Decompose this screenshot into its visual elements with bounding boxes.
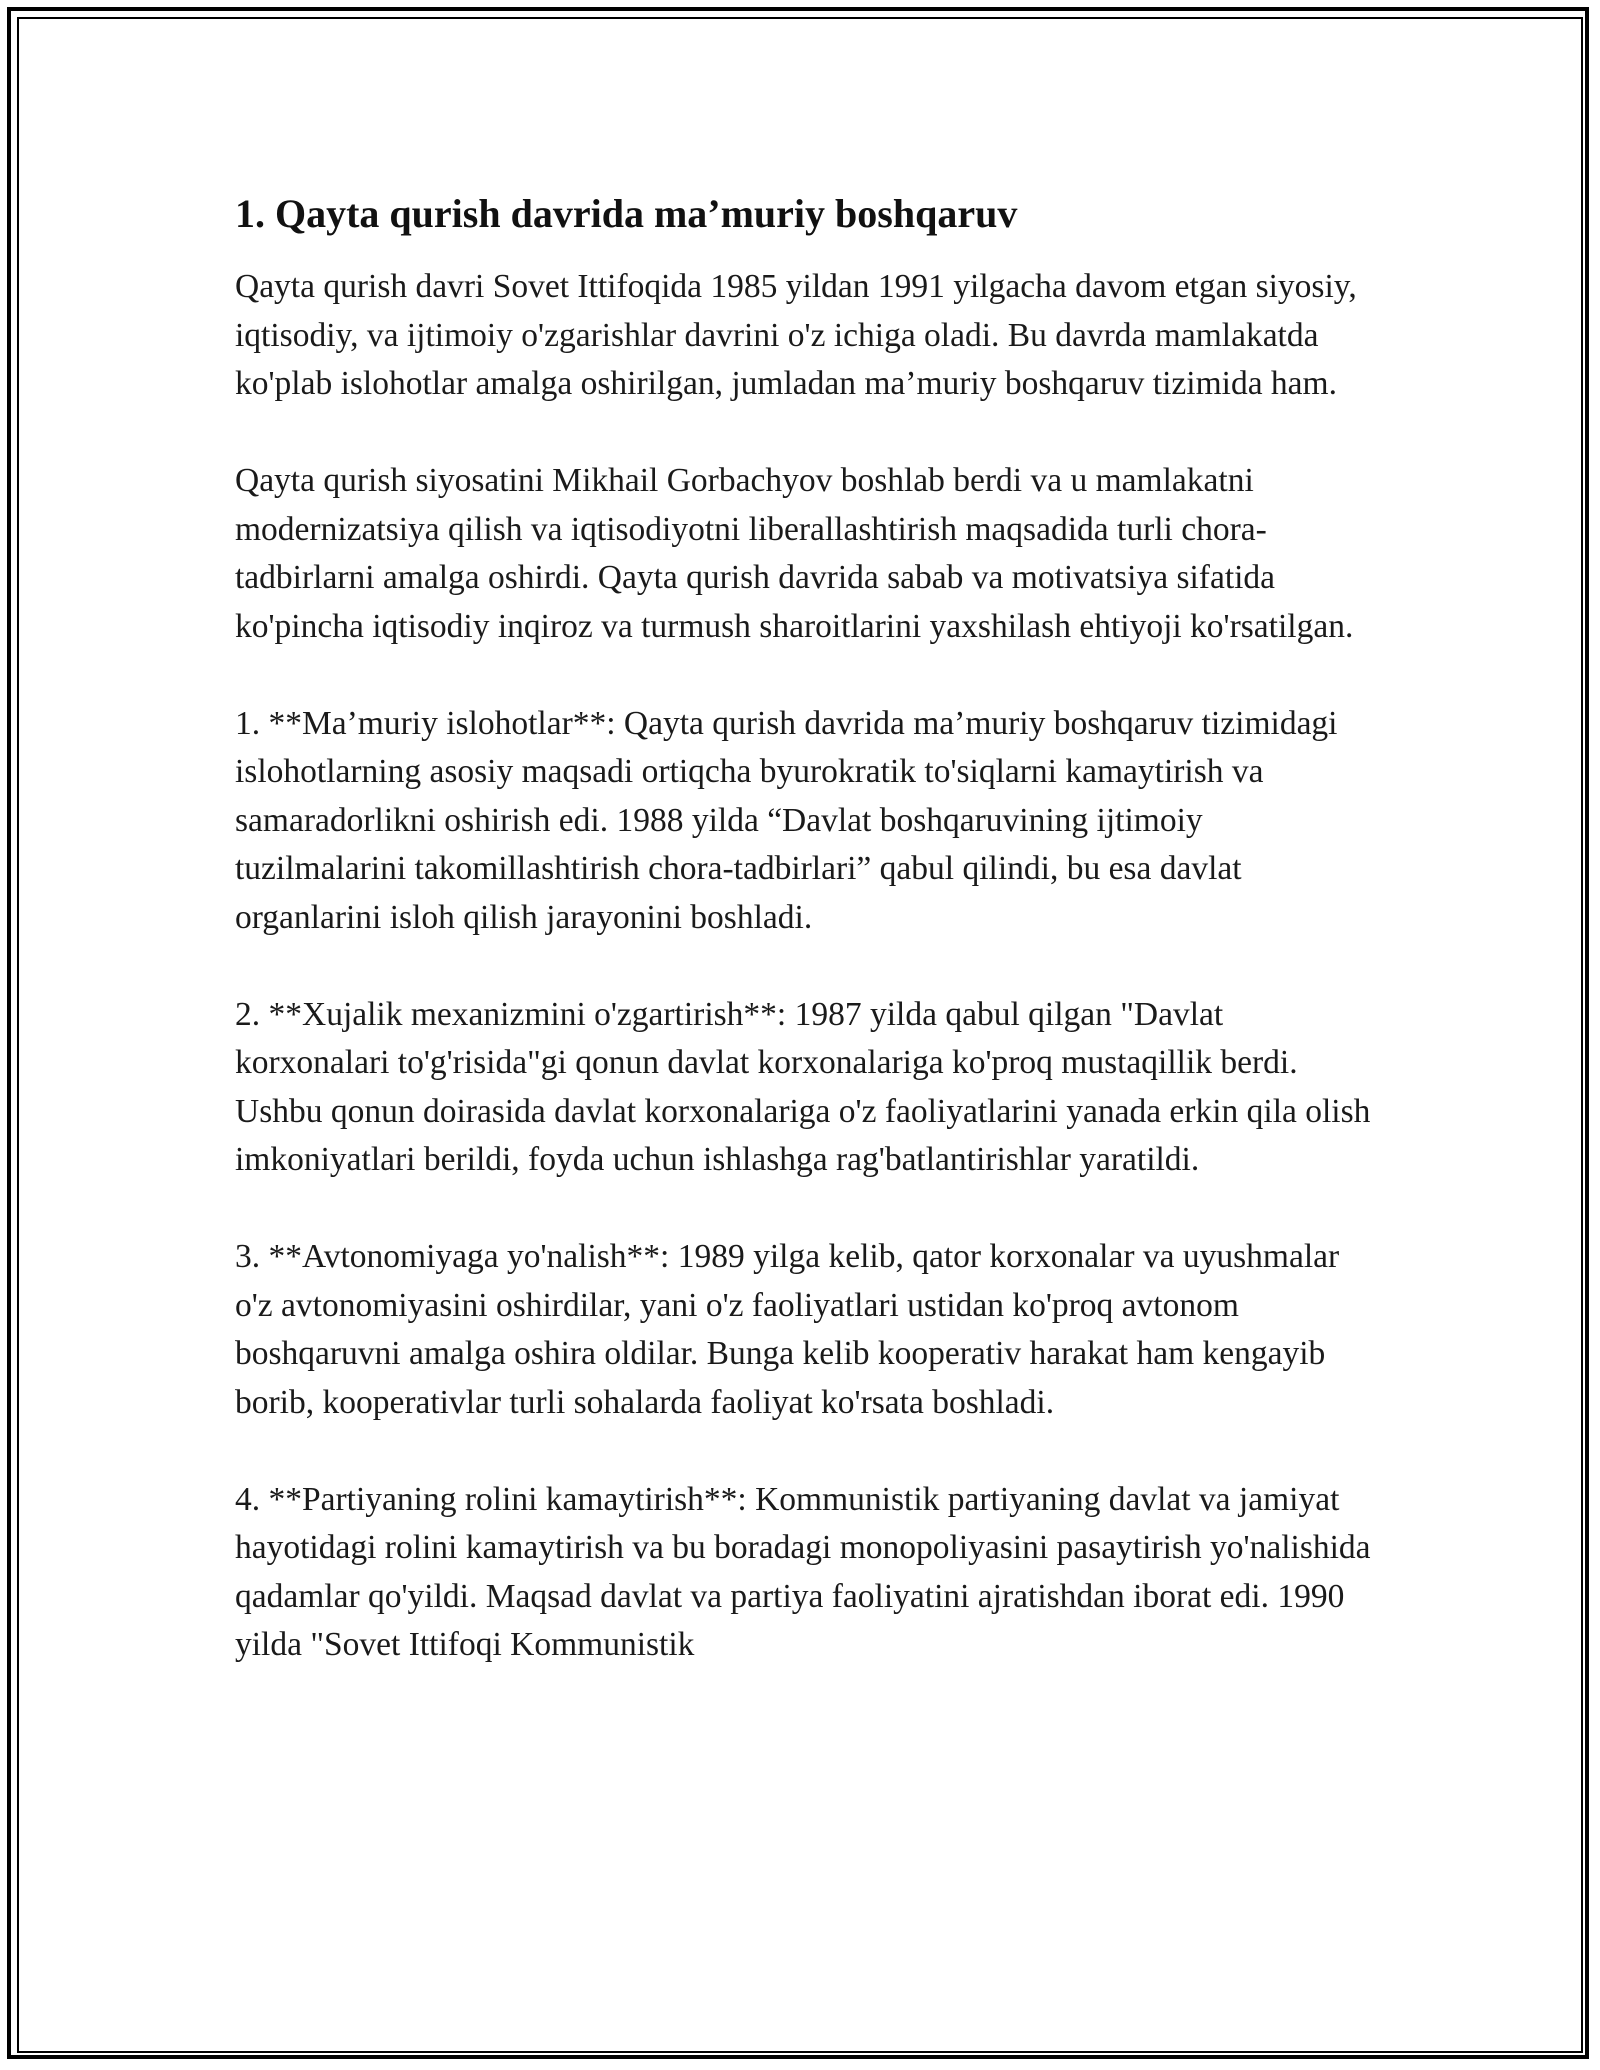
document-title: 1. Qayta qurish davrida ma’muriy boshqaruv: [235, 191, 1018, 236]
paragraph-item-2: 2. **Xujalik mexanizmini o'zgartirish**: 1987 yilda qabul qilgan "Davlat korxonalari to'g'risida"gi qonun davlat korxonalariga ko'proq mustaqillik berdi. Ushbu qonun doirasida davlat korxonalariga o'z faoliyatlarini yanada erkin qila olish imkoniyatlari berildi, foyda uchun ishlashga rag'batlantirishlar yaratildi.: [235, 995, 1371, 1178]
document-body: [235, 190, 1375, 1718]
paragraph-intro: Qayta qurish davri Sovet Ittifoqida 1985 yildan 1991 yilgacha davom etgan siyosiy, iqtisodiy, va ijtimoiy o'zgarishlar davrini o'z ichiga oladi. Bu davrda mamlakatda ko'plab islohotlar amalga oshirilgan, jumladan ma’muriy boshqaruv tizimida ham.: [235, 268, 1357, 402]
paragraph-item-3: 3. **Avtonomiyaga yo'nalish**: 1989 yilga kelib, qator korxonalar va uyushmalar o'z avtonomiyasini oshirdilar, yani o'z faoliyatlari ustidan ko'proq avtonom boshqaruvni amalga oshira oldilar. Bunga kelib kooperativ harakat ham kengayib borib, kooperativlar turli sohalarda faoliyat ko'rsata boshladi.: [235, 1238, 1340, 1421]
paragraph-item-4: 4. **Partiyaning rolini kamaytirish**: Kommunistik partiyaning davlat va jamiyat hayotidagi rolini kamaytirish va bu boradagi monopoliyasini pasaytirish yo'nalishida qadamlar qo'yildi. Maqsad davlat va partiya faoliyatini ajratishdan iborat edi. 1990 yilda "Sovet Ittifoqi Kommunistik: [235, 1480, 1371, 1663]
paragraph-gorbachev: Qayta qurish siyosatini Mikhail Gorbachyov boshlab berdi va u mamlakatni modernizatsiya qilish va iqtisodiyotni liberallashtirish maqsadida turli chora-tadbirlarni amalga oshirdi. Qayta qurish davrida sabab va motivatsiya sifatida ko'pincha iqtisodiy inqiroz va turmush sharoitlarini yaxshilash ehtiyoji ko'rsatilgan.: [235, 462, 1354, 645]
paragraph-item-1: 1. **Ma’muriy islohotlar**: Qayta qurish davrida ma’muriy boshqaruv tizimidagi islohotlarning asosiy maqsadi ortiqcha byurokratik to'siqlarni kamaytirish va samaradorlikni oshirish edi. 1988 yilda “Davlat boshqaruvining ijtimoiy tuzilmalarini takomillashtirish chora-tadbirlari” qabul qilindi, bu esa davlat organlarini isloh qilish jarayonini boshladi.: [235, 704, 1338, 936]
